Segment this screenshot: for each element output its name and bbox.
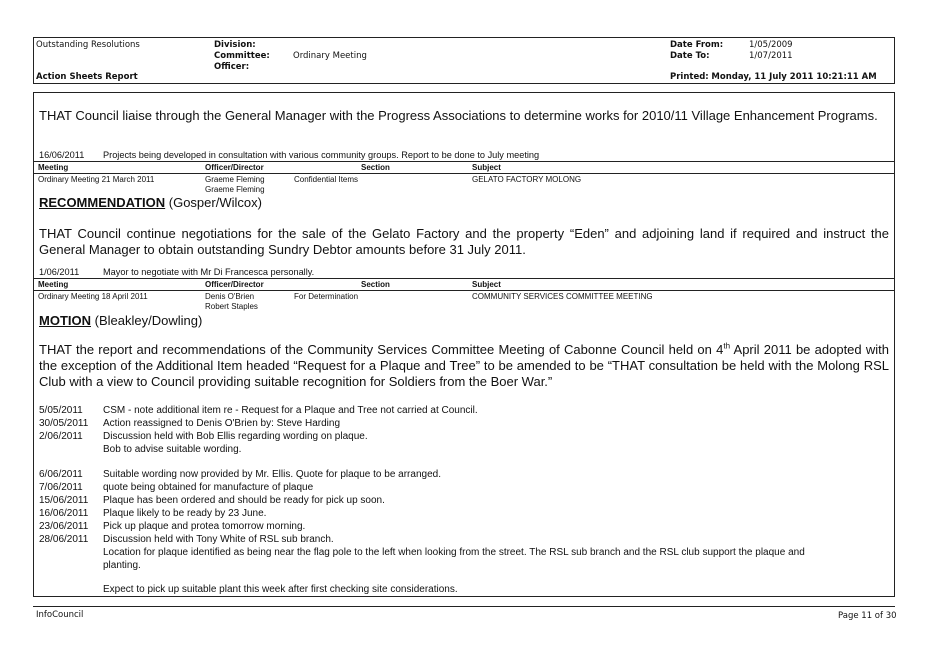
log-text: quote being obtained for manufacture of plaque — [103, 482, 314, 493]
log-date: 2/06/2011 — [39, 431, 83, 442]
col-officer-2: Officer/Director — [205, 280, 264, 289]
item3-section: For Determination — [294, 292, 359, 301]
item2-heading-label: RECOMMENDATION — [39, 195, 166, 210]
printed-stamp — [670, 72, 877, 82]
item3-text-a: THAT the report and recommendations of the Community Services Committee Meeting of Cabonne Council held on 4 — [39, 342, 724, 357]
col-subject: Subject — [472, 163, 501, 172]
item3-heading-label: MOTION — [39, 313, 91, 328]
item2-subject: GELATO FACTORY MOLONG — [472, 175, 582, 184]
log-date: 5/05/2011 — [39, 405, 83, 416]
log-text: Action reassigned to Denis O'Brien by: Steve Harding — [103, 418, 341, 429]
item1-resolution-text: THAT Council liaise through the General Manager with the Progress Associations to determine works for 2010/11 Village Enhancement Programs. — [39, 108, 878, 123]
footer-rule — [33, 606, 895, 607]
log-date: 23/06/2011 — [39, 521, 89, 532]
item3-text-b: April 2011 be adopted with the exception of the Additional Item headed “Request for a Plaque and Tree” to be amended to be “THAT consultation be held with the Molong RSL Club with a view to Council providing suitable recognition for Soldiers from the Boer War.” — [39, 342, 889, 389]
report-title: Outstanding Resolutions — [36, 40, 140, 50]
item3-meeting: Ordinary Meeting 18 April 2011 — [38, 292, 148, 301]
log-text: Plaque has been ordered and should be ready for pick up soon. — [103, 495, 385, 506]
log-text: Discussion held with Tony White of RSL sub branch. — [103, 534, 334, 545]
col-meeting: Meeting — [38, 163, 69, 172]
item2-meeting: Ordinary Meeting 21 March 2011 — [38, 175, 155, 184]
log-date: 15/06/2011 — [39, 495, 89, 506]
printed-label: Printed: — [670, 72, 709, 82]
log-date: 30/05/2011 — [39, 418, 89, 429]
col-meeting-2: Meeting — [38, 280, 69, 289]
printed-value: Monday, 11 July 2011 10:21:11 AM — [711, 72, 877, 82]
item3-header-bottom-rule — [33, 290, 895, 291]
item2-heading-movers: (Gosper/Wilcox) — [168, 195, 262, 210]
log-text: Suitable wording now provided by Mr. Ellis. Quote for plaque to be arranged. — [103, 469, 441, 480]
date-to-label: Date To: — [670, 51, 710, 61]
footer-app-name: InfoCouncil — [36, 610, 84, 620]
header-left-border — [33, 37, 34, 84]
log-text: Plaque likely to be ready by 23 June. — [103, 508, 267, 519]
log-date: 28/06/2011 — [39, 534, 89, 545]
item2-officer-2: Graeme Fleming — [205, 185, 265, 194]
item3-officer-2: Robert Staples — [205, 302, 258, 311]
item3-heading-movers: (Bleakley/Dowling) — [94, 313, 203, 328]
log-text: Discussion held with Bob Ellis regarding wording on plaque. — [103, 431, 368, 442]
item3-resolution-text — [39, 342, 889, 390]
log-text: Bob to advise suitable wording. — [103, 444, 242, 455]
log-text: Expect to pick up suitable plant this week after first checking site considerations. — [103, 584, 458, 595]
date-from-label: Date From: — [670, 40, 724, 50]
log-text: planting. — [103, 560, 141, 571]
log-text: Pick up plaque and protea tomorrow morning. — [103, 521, 306, 532]
header-right-border — [894, 37, 895, 84]
date-to-value: 1/07/2011 — [749, 51, 793, 61]
report-type: Action Sheets Report — [36, 72, 138, 82]
date-from-value: 1/05/2009 — [749, 40, 793, 50]
item2-section: Confidential Items — [294, 175, 359, 184]
item2-officer-1: Graeme Fleming — [205, 175, 265, 184]
item2-header-bottom-rule — [33, 173, 895, 174]
log-date: 16/06/2011 — [39, 508, 89, 519]
item2-heading — [39, 195, 262, 210]
log-date: 7/06/2011 — [39, 482, 83, 493]
division-label: Division: — [214, 40, 256, 50]
item3-officer-1: Denis O'Brien — [205, 292, 255, 301]
item2-note-date: 1/06/2011 — [39, 267, 80, 277]
item2-header-top-rule — [33, 161, 895, 162]
header-bottom-rule — [33, 83, 895, 84]
committee-value: Ordinary Meeting — [293, 51, 367, 61]
log-text: CSM - note additional item re - Request for a Plaque and Tree not carried at Council. — [103, 405, 478, 416]
item1-note-text: Projects being developed in consultation with various community groups. Report to be done to July meeting — [103, 150, 540, 160]
item2-note-text: Mayor to negotiate with Mr Di Francesca personally. — [103, 267, 315, 277]
item3-action-log — [39, 405, 889, 595]
col-section-2: Section — [361, 280, 390, 289]
item2-resolution-text: THAT Council continue negotiations for the sale of the Gelato Factory and the property “Eden” and adjoining land if required and instruct the General Manager to obtain outstanding Sundry Debtor amounts before 31 July 2011. — [39, 226, 889, 257]
header-top-rule — [33, 37, 895, 38]
col-subject-2: Subject — [472, 280, 501, 289]
footer-page-number: Page 11 of 30 — [838, 611, 897, 621]
item1-note-date: 16/06/2011 — [39, 150, 85, 160]
item3-header-top-rule — [33, 278, 895, 279]
item3-text-sup: th — [723, 341, 731, 351]
committee-label: Committee: — [214, 51, 270, 61]
log-date: 6/06/2011 — [39, 469, 83, 480]
officer-label: Officer: — [214, 62, 250, 72]
log-text: Location for plaque identified as being near the flag pole to the left when looking from the street. The RSL sub branch and the RSL club support the plaque and — [103, 547, 805, 558]
col-officer: Officer/Director — [205, 163, 264, 172]
item3-heading — [39, 313, 202, 328]
item3-subject: COMMUNITY SERVICES COMMITTEE MEETING — [472, 292, 653, 301]
col-section: Section — [361, 163, 390, 172]
